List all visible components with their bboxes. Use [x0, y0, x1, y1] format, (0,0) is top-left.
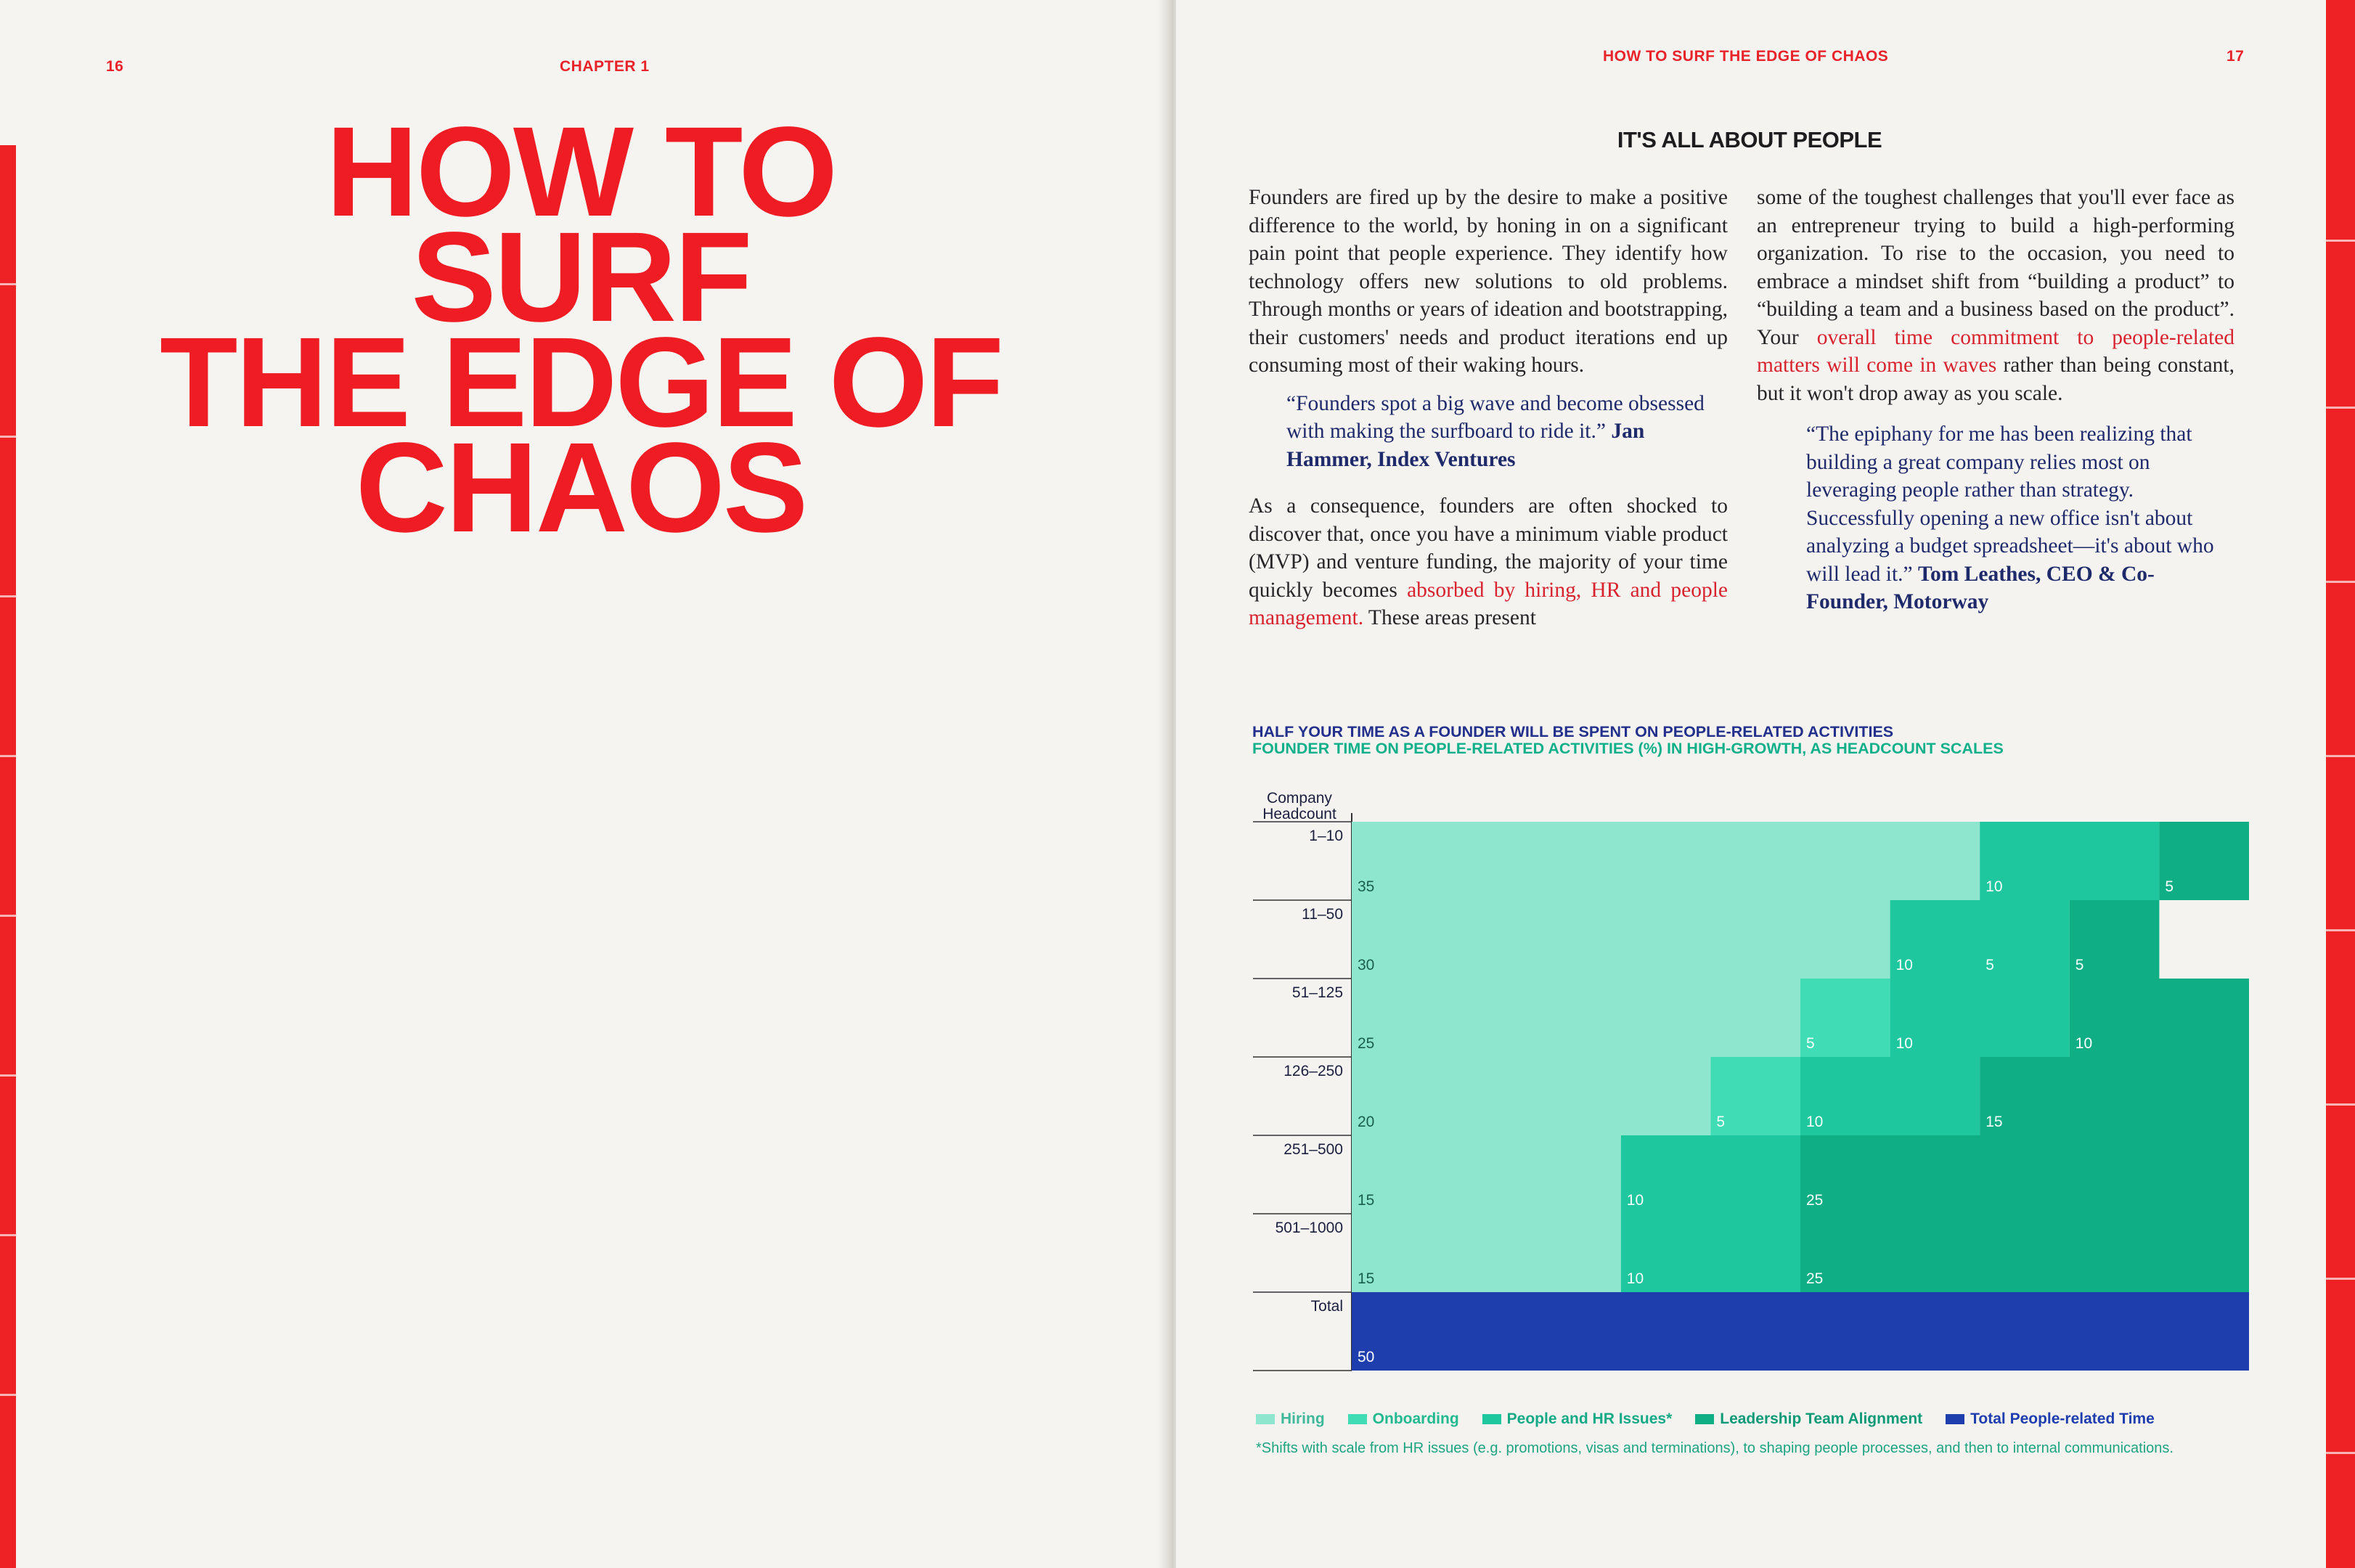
text-column-2	[1757, 184, 2234, 616]
bar-segment-4	[1352, 1292, 2249, 1371]
segment-value-label: 5	[2075, 957, 2084, 973]
running-head: HOW TO SURF THE EDGE OF CHAOS	[1603, 48, 1889, 65]
legend-label: Hiring	[1281, 1410, 1325, 1427]
legend-item-hiring	[1256, 1410, 1325, 1428]
segment-value-label: 10	[1985, 878, 2003, 895]
quote-text: “The epiphany for me has been realizing that building a great company relies most on leveraging people rather than strategy. Successfully opening a new office isn't about analyzing a budget spreadsheet—it's about who will lead it.”	[1806, 422, 2214, 586]
highlight-text: overall time commitment to people-related matters will come in waves	[1757, 325, 2234, 377]
legend-item-total	[1946, 1410, 2155, 1428]
paragraph	[1249, 492, 1728, 632]
bar-segment-2	[1621, 1214, 1800, 1292]
legend-label: Total People-related Time	[1970, 1410, 2155, 1427]
legend-swatch	[1482, 1414, 1501, 1424]
category-label: 51–125	[1291, 984, 1343, 1001]
chart-canvas	[1250, 784, 2252, 1394]
left-edge-stripe	[0, 145, 16, 1568]
category-label: Total	[1310, 1298, 1343, 1315]
title-line: SURF	[411, 206, 751, 348]
bar-segment-0	[1352, 900, 1890, 979]
chart-subtitle: FOUNDER TIME ON PEOPLE-RELATED ACTIVITIES (%) IN HIGH-GROWTH, AS HEADCOUNT SCALES	[1252, 740, 2004, 757]
segment-value-label: 5	[1985, 957, 1994, 973]
text: As a consequence, founders are often shocked to discover that, once you have a minimum viable product (MVP) and venture funding, the majority of your time quickly becomes	[1249, 494, 1728, 602]
legend-item-leadership	[1695, 1410, 1922, 1428]
text: rather than being constant, but it won't drop away as you scale.	[1757, 354, 2234, 405]
bar-segment-2	[1890, 979, 2070, 1057]
segment-value-label: 50	[1358, 1349, 1375, 1365]
legend-swatch	[1256, 1414, 1275, 1424]
segment-value-label: 5	[2165, 878, 2174, 895]
stacked-bar-chart	[1250, 784, 2252, 1394]
legend-swatch	[1348, 1414, 1367, 1424]
chapter-title	[102, 101, 1060, 559]
segment-value-label: 10	[1895, 957, 1913, 973]
page-number-right: 17	[2227, 48, 2245, 65]
bar-segment-0	[1352, 822, 1980, 900]
legend-label: Leadership Team Alignment	[1720, 1410, 1923, 1427]
bar-segment-0	[1352, 1214, 1621, 1292]
segment-value-label: 5	[1716, 1114, 1726, 1130]
category-label: 251–500	[1283, 1141, 1343, 1158]
bar-segment-2	[1800, 1057, 1980, 1135]
text: some of the toughest challenges that you'll ever face as an entrepreneur trying to build a high-performing organization. To rise to the occasion, you need to embrace a mindset shift from “building a product” to “building a team and a business based on the product”. Your	[1757, 186, 2234, 349]
segment-value-label: 10	[2075, 1035, 2093, 1052]
bar-segment-3	[1980, 1057, 2249, 1135]
segment-value-label: 25	[1358, 1035, 1375, 1052]
legend-label: People and HR Issues*	[1506, 1410, 1673, 1427]
bar-segment-0	[1352, 979, 1800, 1057]
chart-footnote: *Shifts with scale from HR issues (e.g. promotions, visas and terminations), to shaping people processes, and then to internal communications.	[1256, 1440, 2174, 1456]
bar-segment-3	[1800, 1214, 2249, 1292]
paragraph: Founders are fired up by the desire to make a positive difference to the world, by honing in on a significant pain point that people experience. They identify how technology offers new solutions to old problems. Through months or years of ideation and bootstrapping, their customers' needs and product iterations end up consuming most of their waking hours.	[1249, 186, 1728, 377]
chart-legend	[1256, 1410, 2258, 1428]
legend-swatch	[1695, 1414, 1714, 1424]
bar-segment-0	[1352, 1135, 1621, 1214]
segment-value-label: 35	[1358, 878, 1375, 895]
segment-value-label: 15	[1358, 1270, 1375, 1287]
category-label: 501–1000	[1275, 1220, 1343, 1236]
segment-value-label: 5	[1806, 1035, 1815, 1052]
chart-title: HALF YOUR TIME AS A FOUNDER WILL BE SPENT ON PEOPLE-RELATED ACTIVITIES	[1252, 723, 1894, 740]
category-label: 1–10	[1309, 828, 1343, 844]
bar-segment-2	[1980, 822, 2159, 900]
page-number-left: 16	[106, 58, 124, 75]
segment-value-label: 15	[1358, 1192, 1375, 1209]
segment-value-label: 15	[1985, 1114, 2003, 1130]
section-heading: IT'S ALL ABOUT PEOPLE	[1617, 127, 1882, 152]
text-column-1	[1249, 184, 1728, 632]
title-line: THE EDGE OF	[160, 311, 1002, 454]
segment-value-label: 30	[1358, 957, 1375, 973]
legend-swatch	[1946, 1414, 1964, 1424]
title-line: CHAOS	[355, 417, 807, 559]
right-edge-stripe	[2326, 0, 2355, 1568]
left-page	[0, 0, 1162, 1568]
highlight-text: absorbed by hiring, HR and people management.	[1249, 578, 1728, 629]
bar-segment-3	[1800, 1135, 2249, 1214]
quote-attribution: Jan Hammer, Index Ventures	[1286, 420, 1645, 471]
segment-value-label: 25	[1806, 1270, 1824, 1287]
quote-attribution: Tom Leathes, CEO & Co-Founder, Motorway	[1806, 562, 2155, 613]
legend-item-onboarding	[1348, 1410, 1459, 1428]
paragraph	[1757, 184, 2234, 407]
legend-label: Onboarding	[1372, 1410, 1459, 1427]
quote-text: “Founders spot a big wave and become obsessed with making the surfboard to ride it.”	[1286, 391, 1705, 443]
segment-value-label: 20	[1358, 1114, 1375, 1130]
category-label: 11–50	[1302, 906, 1343, 923]
segment-value-label: 10	[1806, 1114, 1824, 1130]
title-line: HOW TO	[325, 101, 836, 243]
category-label: 126–250	[1283, 1063, 1343, 1079]
segment-value-label: 10	[1895, 1035, 1913, 1052]
legend-item-people-hr	[1482, 1410, 1673, 1428]
pull-quote	[1806, 420, 2234, 616]
pull-quote	[1286, 390, 1728, 474]
bar-segment-2	[1621, 1135, 1800, 1214]
bar-segment-3	[2070, 979, 2249, 1057]
text: These areas present	[1363, 606, 1536, 629]
segment-value-label: 10	[1626, 1270, 1644, 1287]
chapter-label: CHAPTER 1	[560, 58, 650, 75]
segment-value-label: 25	[1806, 1192, 1824, 1209]
axis-title: Company	[1267, 790, 1332, 807]
bar-segment-0	[1352, 1057, 1710, 1135]
segment-value-label: 10	[1626, 1192, 1644, 1209]
axis-title: Headcount	[1262, 806, 1336, 822]
